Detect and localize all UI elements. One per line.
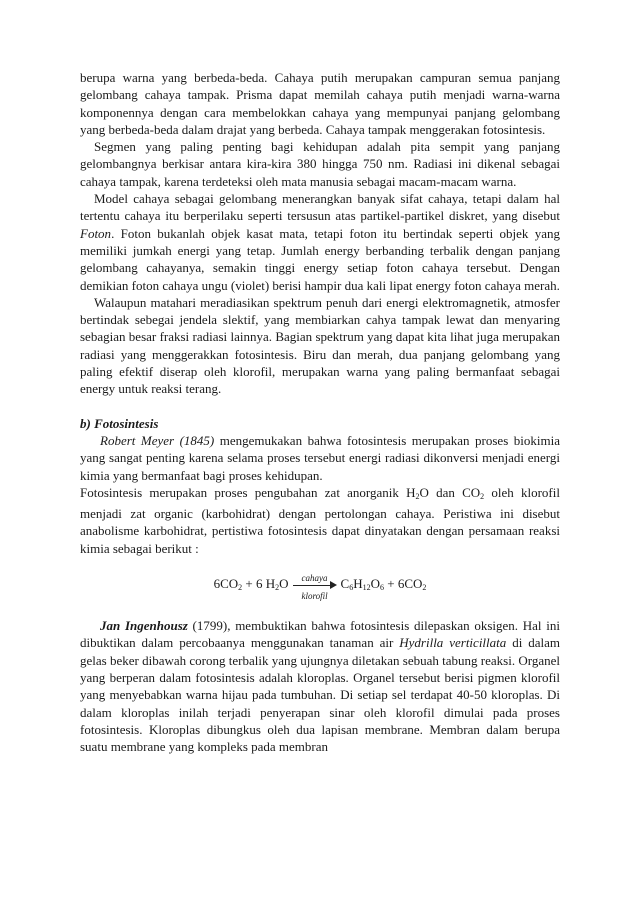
paragraph-visible-light: Segmen yang paling penting bagi kehidupan adalah pita sempit yang panjang gelombangnya berkisar antara kira-kira 380 hingga 750 nm. Radiasi ini dikenal sebagai cahaya tampak, karena terdeteksi oleh mata manusia sebagai macam-macam warna.	[80, 139, 560, 189]
photosynthesis-equation	[80, 571, 560, 601]
paragraph-photosynthesis-definition: Fotosintesis merupakan proses pengubahan zat anorganik $H_2O$ dan $CO_2$ oleh klorofil menjadi zat organic (karbohidrat) dengan pertolongan cahaya. Peristiwa ini disebut anabolisme karbohidrat, pertistiwa fotosintesis dapat dinyatakan dengan persamaan reaksi kimia sebagai berikut :	[80, 484, 560, 556]
document-page	[80, 69, 560, 755]
author-jan-ingenhousz: Jan Ingenhousz	[100, 618, 188, 634]
paragraph-photon-model: Model cahaya sebagai gelombang menerangkan banyak sifat cahaya, tetapi dalam hal tertentu cahaya itu berperilaku seperti tersusun atas partikel-partikel diskret, yang disebut Foton. Foton bukanlah objek kasat mata, tetapi foton itu bertindak seperti objek yang memiliki jumkah energi yang tetap. Jumlah energy berbanding terbalik dengan panjang gelombang cahayanya, semakin tinggi energy setiap foton cahaya tersebut. Dengan demikian foton cahaya ungu (violet) berisi hampir dua kali lipat energy foton cahaya merah.	[80, 191, 560, 293]
paragraph-atmosphere-window: Walaupun matahari meradiasikan spektrum penuh dari energi elektromagnetik, atmosfer bertindak sebegai jendela slektif, yang membiarkan cahya tampak lewat dan menyaring sebagian besar fraksi radiasi lainnya. Bagian spektrum yang dapat kita lihat juga merupakan radiasi yang menggerakkan fotosintesis. Biru dan merah, dua panjang gelombang yang paling efektif diserap oleh klorofil, merupakan warna yang paling bermanfaat sebagai energy untuk reaksi terang.	[80, 294, 560, 397]
paragraph-light-colors: berupa warna yang berbeda-beda. Cahaya putih merupakan campuran semua panjang gelombang cahaya tampak. Prisma dapat memilah cahaya putih menjadi warna-warna komponennya dengan cara membelokkan cahaya yang mempunyai panjang gelombang yang berbeda-beda dalam drajat yang berbeda. Cahaya tampak menggerakan fotosintesis.	[80, 70, 560, 137]
species-name: Hydrilla verticillata	[399, 635, 507, 651]
paragraph-jan-ingenhousz: Jan Ingenhousz (1799), membuktikan bahwa fotosintesis dilepaskan oksigen. Hal ini dibuktikan dalam percobaanya menggunakan tanaman air Hydrilla verticillata di dalam gelas beker dibawah corong terbalik yang ujungnya diletakan sebuah tabung reaksi. Organel yang berperan dalam fotosintesis adalah kloroplas. Organel tersebut berisi pigmen klorofil yang menyebabkan warna hijau pada tumbuhan. Di setiap sel terdapat 40-50 kloroplas. Di dalam kloroplas inilah terjadi penyerapan sinar oleh klorofil dimulai pada proses fotosintesis. Kloroplas dibungkus oleh dua lapisan membrane. Membran dalam berupa suatu membrane yang kompleks pada membran	[80, 618, 560, 755]
paragraph-robert-meyer: Robert Meyer (1845) mengemukakan bahwa fotosintesis merupakan proses biokimia yang sangat penting karena selama proses tersebut energi radiasi dikonversi menjadi energi kimia yang bermanfaat bagi proses kehidupan.	[80, 432, 560, 483]
reaction-arrow-icon	[291, 571, 339, 601]
equation-reactants: $6CO_2 + 6$ $H_2O$	[213, 576, 289, 593]
arrow-label-cahaya: cahaya	[301, 573, 328, 584]
equation-products: $C_6H_{12}O_6 + 6CO_2$	[340, 576, 427, 593]
section-heading-fotosintesis: b) Fotosintesis	[80, 415, 159, 431]
author-robert-meyer: Robert Meyer (1845)	[100, 432, 215, 448]
term-foton: Foton	[80, 225, 112, 241]
arrow-label-klorofil: klorofil	[301, 591, 328, 602]
